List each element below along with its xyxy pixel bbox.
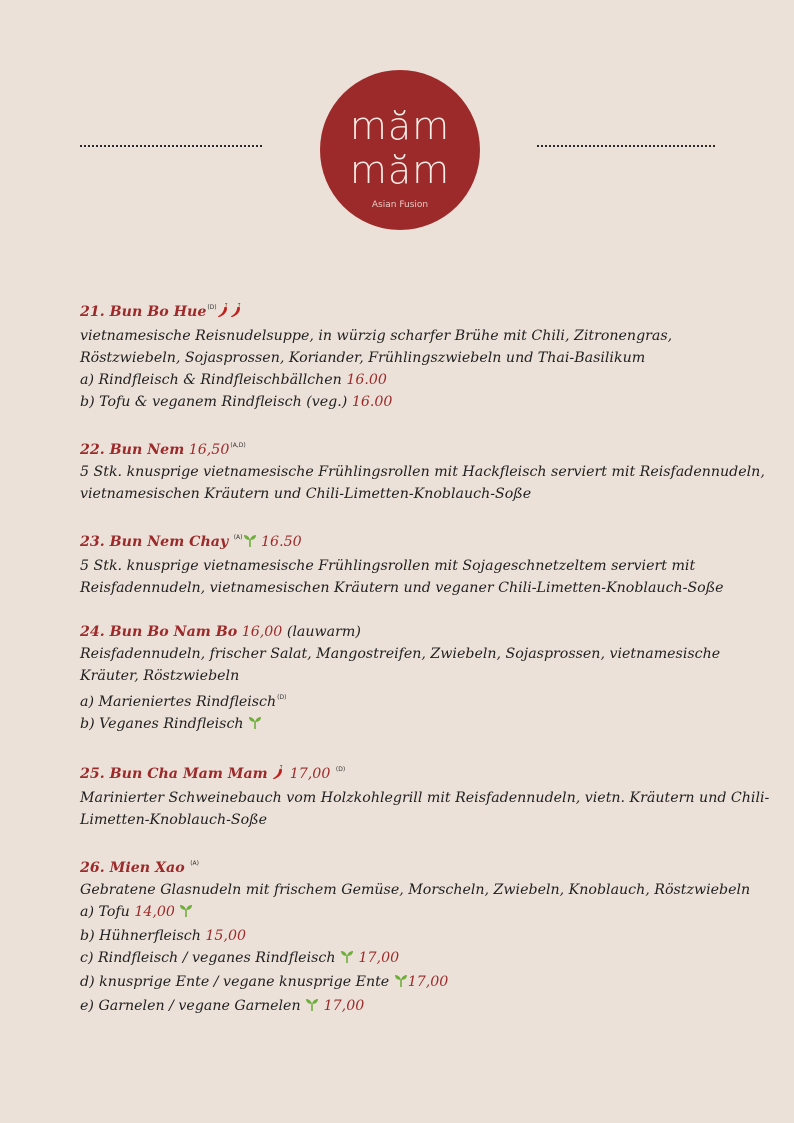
allergen-note: (A,D) [230, 442, 246, 449]
leaf-icon [305, 997, 319, 1019]
logo-tagline: Asian Fusion [371, 200, 429, 210]
item-description: vietnamesische Reisnudelsuppe, in würzig scharfer Brühe mit Chili, Zitronengras, Röstzwiebeln, Sojasprossen, Koriander, Frühlingszwiebeln und Thai-Basilikum [80, 328, 673, 366]
item-title: 25. Bun Cha Mam Mam [80, 766, 268, 782]
chili-icon [272, 765, 285, 787]
menu-list [80, 297, 770, 1041]
menu-item-22 [80, 435, 770, 505]
header [0, 0, 794, 240]
item-option: e) Garnelen / vegane Garnelen 17,00 [80, 995, 770, 1019]
item-price: 16,50 [188, 442, 230, 458]
item-note: (lauwarm) [286, 624, 361, 640]
allergen-note: (A) [190, 860, 199, 867]
item-description: 5 Stk. knusprige vietnamesische Frühlingsrollen mit Sojageschnetzeltem serviert mit Reisfadennudeln, vietnamesischen Kräutern und veganer Chili-Limetten-Knoblauch-Soße [80, 558, 724, 596]
dotted-divider-left [80, 145, 262, 147]
logo-line-1: măm [349, 104, 451, 148]
item-option: b) Tofu & veganem Rindfleisch (veg.) 16.00 [80, 394, 393, 410]
allergen-note: (D) [277, 694, 287, 701]
menu-item-23 [80, 527, 770, 599]
chili-icon [217, 303, 230, 325]
item-title: 22. Bun Nem [80, 442, 185, 458]
item-option: a) Marieniertes Rindfleisch$^{(D)}$ [80, 694, 287, 710]
item-description: Marinierter Schweinebauch vom Holzkohlegrill mit Reisfadennudeln, vietn. Kräutern und Chili-Limetten-Knoblauch-Soße [80, 790, 770, 828]
item-price: 16,00 [241, 624, 283, 640]
leaf-icon [340, 949, 354, 971]
item-title: 24. Bun Bo Nam Bo [80, 624, 238, 640]
menu-item-26 [80, 853, 770, 1019]
leaf-icon [179, 903, 193, 925]
item-price: 16.50 [261, 534, 302, 550]
item-description: Reisfadennudeln, frischer Salat, Mangostreifen, Zwiebeln, Sojasprossen, vietnamesische Kräuter, Röstzwiebeln [80, 646, 721, 684]
leaf-icon [394, 973, 408, 995]
allergen-note: (A) [233, 534, 243, 541]
item-option: c) Rindfleisch / veganes Rindfleisch 17,00 [80, 947, 770, 971]
logo-line-2: măm [349, 148, 451, 192]
leaf-icon [243, 533, 257, 555]
menu-item-21 [80, 297, 770, 413]
dotted-divider-right [537, 145, 715, 147]
item-option: b) Veganes Rindfleisch [80, 713, 770, 737]
menu-item-24 [80, 621, 770, 737]
item-description: 5 Stk. knusprige vietnamesische Frühlingsrollen mit Hackfleisch serviert mit Reisfadennudeln, vietnamesischen Kräutern und Chili-Limetten-Knoblauch-Soße [80, 464, 765, 502]
restaurant-logo [320, 70, 480, 230]
allergen-note: (D) [207, 304, 217, 311]
item-option: a) Tofu 14,00 [80, 901, 770, 925]
item-title: 26. Mien Xao [80, 860, 185, 876]
item-price: 17,00 [289, 766, 331, 782]
item-title: 21. Bun Bo Hue [80, 304, 207, 320]
chili-icon [230, 303, 243, 325]
allergen-note: (D) [335, 766, 346, 773]
item-option: d) knusprige Ente / vegane knusprige Ente 17,00 [80, 971, 770, 995]
item-option: a) Rindfleisch & Rindfleischbällchen 16.00 [80, 372, 387, 388]
item-option: b) Hühnerfleisch 15,00 [80, 928, 246, 944]
item-description: Gebratene Glasnudeln mit frischem Gemüse, Morscheln, Zwiebeln, Knoblauch, Röstzwiebeln [80, 882, 751, 898]
leaf-icon [248, 715, 262, 737]
menu-item-25 [80, 759, 770, 831]
item-title: 23. Bun Nem Chay [80, 534, 229, 550]
